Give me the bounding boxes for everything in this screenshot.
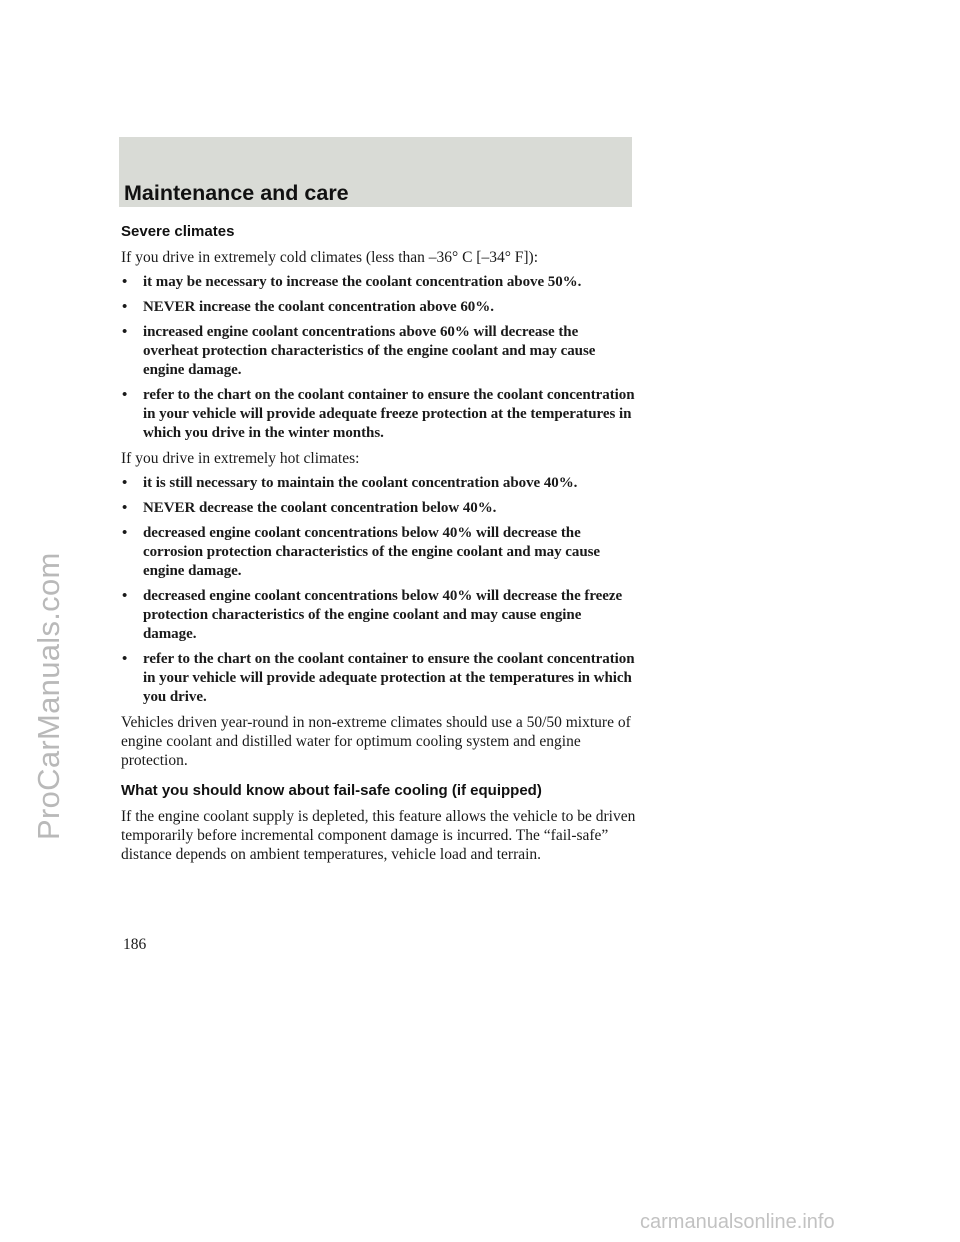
list-item-text: it is still necessary to maintain the coolant concentration above 40%. [143,475,578,491]
list-item-text: increased engine coolant concentrations above 60% will decrease the overheat protection characteristics of the engine coolant and may cause engine damage. [143,324,596,378]
page-number: 186 [123,936,147,953]
list-item [121,323,636,380]
list-item [121,650,636,707]
hot-climates-intro: If you drive in extremely hot climates: [121,450,360,467]
list-item [121,499,636,518]
bullet-icon: • [122,500,128,516]
list-item-text: it may be necessary to increase the coolant concentration above 50%. [143,274,582,290]
side-watermark [3,0,66,1242]
list-item [121,587,636,644]
hot-climates-list [121,474,636,707]
list-item [121,474,636,493]
bullet-icon: • [122,525,128,541]
bottom-watermark: carmanualsonline.info [640,1211,835,1233]
list-item-text: refer to the chart on the coolant container to ensure the coolant concentration in your vehicle will provide adequate protection at the temperatures in which you drive. [143,651,635,705]
year-round-paragraph: Vehicles driven year-round in non-extreme climates should use a 50/50 mixture of engine coolant and distilled water for optimum cooling system and engine protection. [121,714,631,769]
bullet-icon: • [122,651,128,667]
cold-climates-list [121,273,636,443]
bullet-icon: • [122,324,128,340]
severe-climates-heading: Severe climates [121,223,235,240]
bullet-icon: • [122,299,128,315]
list-item-text: NEVER increase the coolant concentration above 60%. [143,299,494,315]
list-item [121,273,636,292]
bullet-icon: • [122,588,128,604]
bullet-icon: • [122,475,128,491]
list-item [121,386,636,443]
cold-climates-intro: If you drive in extremely cold climates (less than –36° C [–34° F]): [121,249,539,266]
list-item-text: decreased engine coolant concentrations below 40% will decrease the freeze protection characteristics of the engine coolant and may cause engine damage. [143,588,623,642]
fail-safe-heading: What you should know about fail-safe cooling (if equipped) [121,782,542,799]
list-item-text: refer to the chart on the coolant container to ensure the coolant concentration in your vehicle will provide adequate freeze protection at the temperatures in which you drive in the winter months. [143,387,635,441]
section-title: Maintenance and care [124,181,349,205]
list-item-text: NEVER decrease the coolant concentration below 40%. [143,500,497,516]
fail-safe-paragraph: If the engine coolant supply is depleted, this feature allows the vehicle to be driven temporarily before incremental component damage is incurred. The “fail-safe” distance depends on ambient temperatures, vehicle load and terrain. [121,808,636,863]
side-watermark-text: ProCarManuals.com [31,552,66,840]
page-content [121,222,636,870]
list-item [121,524,636,581]
bullet-icon: • [122,387,128,403]
list-item [121,298,636,317]
list-item-text: decreased engine coolant concentrations below 40% will decrease the corrosion protection characteristics of the engine coolant and may cause engine damage. [143,525,601,579]
bullet-icon: • [122,274,128,290]
